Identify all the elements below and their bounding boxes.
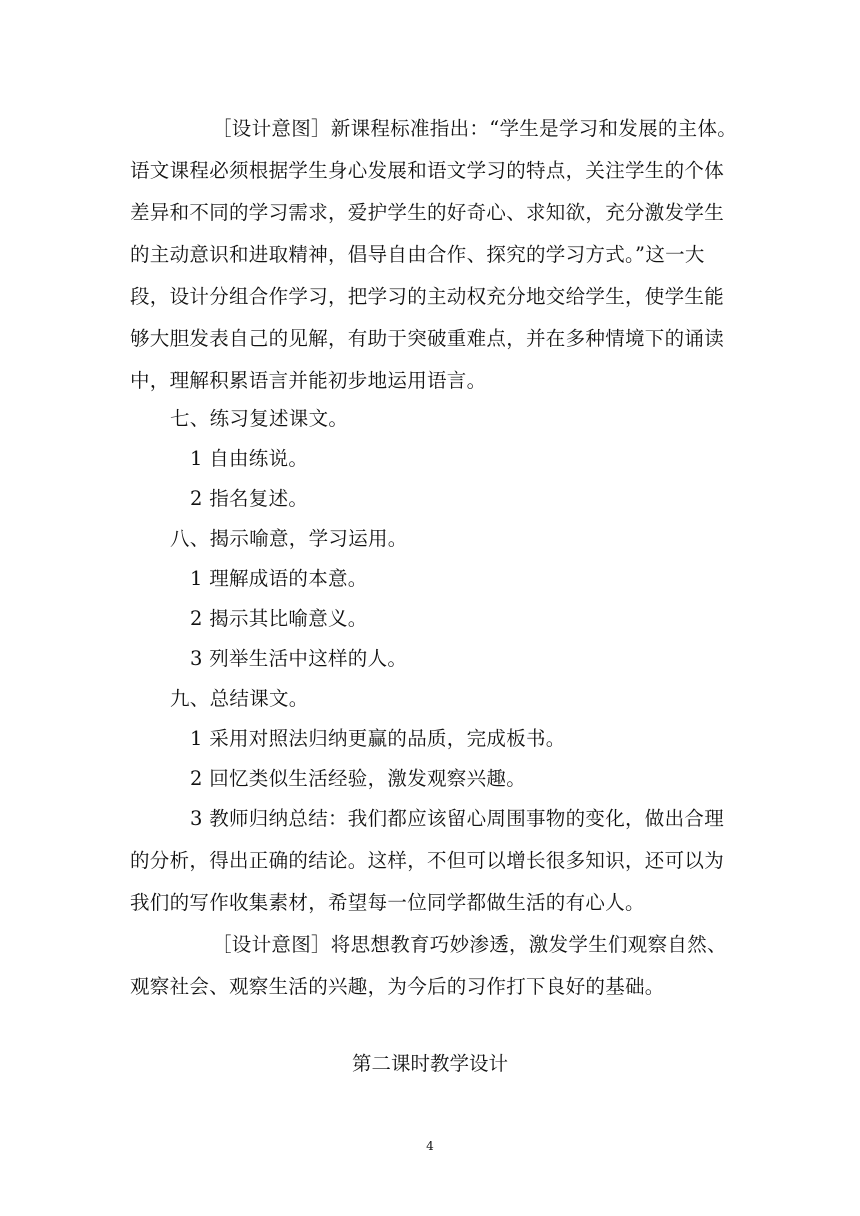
section-9-item-3-line-3: 我们的写作收集素材，希望每一位同学都做生活的有心人。	[130, 891, 645, 914]
design-intent-1-line-2: 语文课程必须根据学生身心发展和语文学习的特点，关注学生的个体	[130, 159, 725, 182]
section-7-heading: 七、练习复述课文。	[170, 407, 349, 430]
section-9-heading: 九、总结课文。	[170, 687, 309, 710]
design-intent-2-line-1: ［设计意图］将思想教育巧妙渗透，激发学生们观察自然、	[212, 933, 727, 956]
design-intent-2-line-2: 观察社会、观察生活的兴趣，为今后的习作打下良好的基础。	[130, 975, 665, 998]
design-intent-1-line-6: 够大胆发表自己的见解，有助于突破重难点，并在多种情境下的诵读	[130, 327, 725, 350]
section-9-item-3-line-2: 的分析，得出正确的结论。这样，不但可以增长很多知识，还可以为	[130, 849, 725, 872]
design-intent-1-line-5: 段，设计分组合作学习，把学习的主动权充分地交给学生，使学生能	[130, 285, 725, 308]
section-7-item-1: 1 自由练说。	[190, 447, 309, 470]
section-9-item-3-line-1: 3 教师归纳总结：我们都应该留心周围事物的变化，做出合理	[190, 807, 725, 830]
section-8-item-1: 1 理解成语的本意。	[190, 567, 368, 590]
design-intent-1-line-3: 差异和不同的学习需求，爱护学生的好奇心、求知欲，充分激发学生	[130, 201, 725, 224]
section-7-item-2: 2 指名复述。	[190, 487, 309, 510]
design-intent-1-line-7: 中，理解积累语言并能初步地运用语言。	[130, 369, 487, 392]
design-intent-1-line-4: 的主动意识和进取精神，倡导自由合作、探究的学习方式。”这一大	[130, 243, 705, 266]
second-lesson-title: 第二课时教学设计	[351, 1052, 508, 1075]
section-8-item-3: 3 列举生活中这样的人。	[190, 647, 408, 670]
page-number: 4	[426, 1139, 434, 1153]
design-intent-1-line-1: ［设计意图］新课程标准指出：“学生是学习和发展的主体。	[212, 117, 738, 140]
section-8-heading: 八、揭示喻意，学习运用。	[170, 527, 408, 550]
section-8-item-2: 2 揭示其比喻意义。	[190, 607, 368, 630]
section-9-item-1: 1 采用对照法归纳更赢的品质，完成板书。	[190, 727, 566, 750]
section-9-item-2: 2 回忆类似生活经验，激发观察兴趣。	[190, 767, 527, 790]
